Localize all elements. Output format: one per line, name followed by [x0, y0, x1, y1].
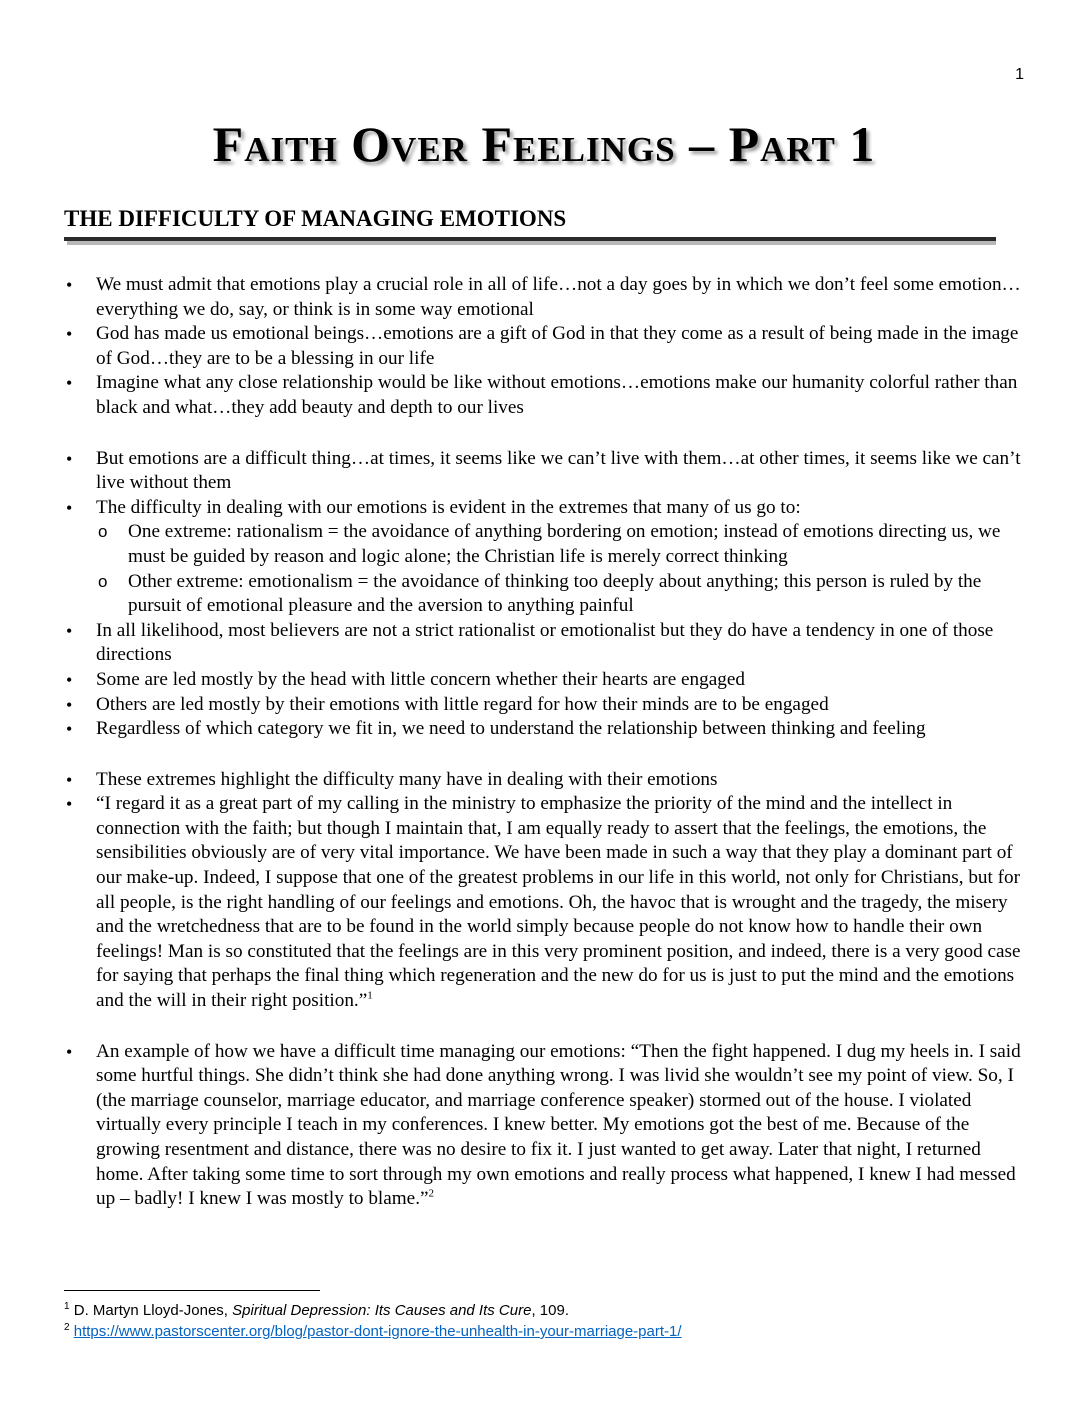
- bullet-list-example: [64, 1040, 1028, 1212]
- footnote-1: $^1$ D. Martyn Lloyd-Jones, Spiritual Depression: Its Causes and Its Cure, 109.: [64, 1301, 569, 1319]
- heading-divider: [64, 237, 996, 247]
- footnote-ref-2[interactable]: 2: [428, 1187, 435, 1200]
- list-item-quote: [64, 792, 1028, 1013]
- list-item: • These extremes highlight the difficulty many have in dealing with their emotions: [64, 768, 1028, 793]
- bullet-icon: •: [66, 324, 73, 345]
- list-item: • Regardless of which category we fit in, we need to understand the relationship between thinking and feeling: [64, 717, 1028, 742]
- page-number: 1: [1015, 66, 1024, 83]
- footnote-separator: [64, 1290, 320, 1291]
- sub-list-item: o One extreme: rationalism = the avoidance of anything bordering on emotion; instead of emotions directing us, we must be guided by reason and logic alone; the Christian life is merely correct thinking: [98, 521, 1001, 567]
- bullet-icon: •: [66, 275, 73, 295]
- lloyd-jones-quote: “I regard it as a great part of my calling in the ministry to emphasize the priority of the mind and the intellect in connection with the faith; but though I maintain that, I am equally ready to assert that the feelings, the emotions, the sensibilities obviously are of very vital importance. We have been made in such a way that they play a dominant part of our make-up. Indeed, I suppose that one of the greatest problems in our life in this world, not only for Christians, but for all people, is the right handling of our feelings and emotions. Oh, the havoc that is wrought and the tragedy, the misery and the wretchedness that are to be found in the world simply because people do not know how to handle their own feelings! Man is so constituted that the feelings are in this very prominent position, and indeed, there is a very good case for saying that perhaps the final thing which regeneration and the new do for us is just to put the mind and the emotions and the will in their right position.”: [96, 793, 1021, 1012]
- list-item: • The difficulty in dealing with our emotions is evident in the extremes that many of us go to: o One extreme: rationalism = the avoidance of anything bordering on emotion; instead of emotions directing us, we must be guided by reason and logic alone; the Christian life is merely correct thinking o Other extreme: emotionalism = the avoidance of thinking too deeply about anything; this person is ruled by the pursuit of emotional pleasure and the aversion to anything painful: [64, 496, 1028, 619]
- book-title: Spiritual Depression: Its Causes and Its Cure: [232, 1302, 532, 1319]
- list-item: • In all likelihood, most believers are not a strict rationalist or emotionalist but they do have a tendency in one of those directions: [66, 619, 994, 666]
- bullet-icon: •: [66, 1041, 73, 1062]
- bullet-icon: •: [66, 620, 73, 641]
- marriage-example-quote: An example of how we have a difficult time managing our emotions: “Then the fight happened. I dug my heels in. I said some hurtful things. She didn’t think she had done anything wrong. I was livid she wouldn’t see my point of view. So, I (the marriage counselor, marriage educator, and marriage conference speaker) stormed out of the house. I violated virtually every principle I teach in my conferences. I knew better. My emotions got the best of me. Because of the growing resentment and distance, there was no desire to fix it. I just wanted to get away. Later that night, I returned home. After taking some time to sort through my own emotions and really process what happened, I knew I had messed up – badly! I knew I was mostly to blame.”: [96, 1040, 1021, 1210]
- footnotes: [64, 1300, 1024, 1342]
- sub-list-extremes: [96, 520, 1028, 618]
- list-item: • God has made us emotional beings…emotions are a gift of God in that they come as a result of being made in the image of God…they are to be a blessing in our life: [66, 323, 1019, 369]
- bullet-list-intro: [64, 273, 1028, 421]
- list-item-example: [64, 1040, 1028, 1212]
- bullet-list-extremes: [64, 768, 1028, 1014]
- bullet-icon: •: [66, 769, 73, 790]
- list-item: • But emotions are a difficult thing…at times, it seems like we can’t live with them…at other times, it seems like we can’t live without them: [66, 447, 1021, 494]
- hollow-bullet-icon: o: [98, 522, 108, 542]
- bullet-icon: •: [66, 794, 73, 815]
- footnote-2: $^2$ https://www.pastorscenter.org/blog/pastor-dont-ignore-the-unhealth-in-your-marriage-part-1/: [64, 1322, 682, 1340]
- bullet-icon: •: [66, 669, 73, 690]
- list-item: • Imagine what any close relationship would be like without emotions…emotions make our humanity colorful rather than black and what…they add beauty and depth to our lives: [66, 372, 1018, 418]
- hollow-bullet-icon: o: [98, 571, 108, 591]
- section-heading: THE DIFFICULTY OF MANAGING EMOTIONS: [64, 206, 567, 231]
- bullet-icon: •: [66, 373, 73, 394]
- list-item: • Some are led mostly by the head with little concern whether their hearts are engaged: [64, 668, 1028, 693]
- bullet-icon: •: [66, 497, 73, 518]
- bullet-list-difficulty: [64, 447, 1028, 742]
- bullet-icon: •: [66, 448, 73, 469]
- list-item: • We must admit that emotions play a crucial role in all of life…not a day goes by in which we don’t feel some emotion…everything we do, say, or think is in some way emotional: [66, 274, 1021, 320]
- sub-list-item: o Other extreme: emotionalism = the avoidance of thinking too deeply about anything; this person is ruled by the pursuit of emotional pleasure and the aversion to anything painful: [98, 570, 982, 617]
- footnote-link[interactable]: https://www.pastorscenter.org/blog/pastor-dont-ignore-the-unhealth-in-your-marriage-part-1/: [73, 1323, 682, 1340]
- footnote-ref-1[interactable]: 1: [367, 989, 373, 1002]
- list-item: • Others are led mostly by their emotions with little regard for how their minds are to be engaged: [64, 693, 1028, 718]
- page-title: Faith Over Feelings – Part 1: [212, 116, 876, 172]
- main-content: [64, 273, 1028, 1212]
- bullet-icon: •: [66, 719, 73, 740]
- bullet-icon: •: [66, 694, 73, 715]
